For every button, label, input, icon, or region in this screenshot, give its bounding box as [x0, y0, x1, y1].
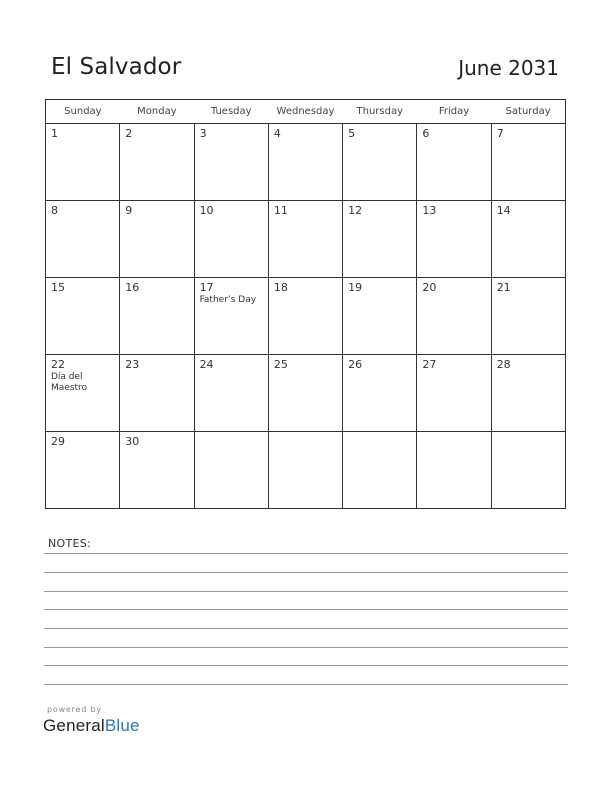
generalblue-logo	[43, 716, 140, 736]
week-row	[46, 278, 566, 355]
day-number: 8	[51, 204, 58, 217]
week-row	[46, 124, 566, 201]
note-line	[44, 553, 568, 554]
day-cell	[268, 278, 342, 355]
note-line	[44, 572, 568, 573]
day-cell	[417, 355, 491, 432]
day-number: 27	[422, 358, 437, 371]
week-row	[46, 432, 566, 509]
day-number: 15	[51, 281, 65, 294]
day-number: 7	[496, 127, 504, 140]
day-number: 11	[273, 204, 288, 217]
brand-blue: Blue	[104, 716, 140, 735]
note-line	[44, 684, 568, 685]
day-number: 13	[422, 204, 437, 217]
note-line	[44, 609, 568, 610]
day-cell	[343, 201, 417, 278]
weekday-tuesday: Tuesday	[194, 100, 268, 124]
day-number: 4	[273, 127, 281, 140]
note-line	[44, 647, 568, 648]
day-cell	[194, 432, 268, 509]
day-cell	[194, 355, 268, 432]
holiday-label: Día del Maestro	[51, 372, 88, 393]
day-cell	[120, 201, 194, 278]
calendar-grid	[45, 99, 566, 509]
day-cell	[120, 278, 194, 355]
notes-label: NOTES:	[48, 537, 92, 550]
weekday-thursday: Thursday	[343, 100, 417, 124]
day-cell	[417, 201, 491, 278]
day-number: 10	[199, 204, 214, 217]
day-number: 24	[199, 358, 214, 371]
day-cell	[417, 124, 491, 201]
day-number: 17	[199, 281, 214, 294]
month-year-title: June 2031	[458, 56, 559, 80]
day-cell	[194, 278, 268, 355]
weekday-monday: Monday	[120, 100, 194, 124]
day-cell	[268, 432, 342, 509]
day-cell	[46, 124, 120, 201]
day-number: 21	[496, 281, 511, 294]
day-number: 1	[51, 127, 58, 140]
weekday-header-row	[46, 100, 566, 124]
weekday-wednesday: Wednesday	[268, 100, 342, 124]
day-cell	[46, 278, 120, 355]
day-cell	[417, 432, 491, 509]
country-title: El Salvador	[51, 54, 182, 80]
day-number: 30	[125, 435, 140, 448]
day-number: 19	[348, 281, 363, 294]
day-number: 16	[125, 281, 140, 294]
day-cell	[417, 278, 491, 355]
day-number: 2	[125, 127, 133, 140]
day-cell	[491, 278, 565, 355]
day-cell	[46, 432, 120, 509]
day-cell	[491, 355, 565, 432]
day-number: 9	[125, 204, 133, 217]
day-number: 22	[51, 358, 65, 371]
day-cell	[120, 124, 194, 201]
day-number: 26	[348, 358, 363, 371]
holiday-label: Father’s Day	[199, 295, 257, 305]
day-cell	[491, 432, 565, 509]
day-number: 14	[496, 204, 511, 217]
note-line	[44, 665, 568, 666]
weekday-sunday: Sunday	[46, 100, 120, 124]
day-number: 5	[348, 127, 356, 140]
brand-general: General	[43, 716, 105, 735]
day-cell	[343, 432, 417, 509]
day-cell	[268, 124, 342, 201]
day-cell	[491, 124, 565, 201]
day-cell	[194, 201, 268, 278]
note-line	[44, 591, 568, 592]
weekday-saturday: Saturday	[491, 100, 565, 124]
day-number: 6	[422, 127, 430, 140]
note-line	[44, 628, 568, 629]
week-row	[46, 201, 566, 278]
day-number: 23	[125, 358, 140, 371]
day-cell	[491, 201, 565, 278]
day-cell	[120, 355, 194, 432]
day-number: 12	[348, 204, 363, 217]
day-cell	[343, 355, 417, 432]
day-number: 28	[496, 358, 511, 371]
day-cell	[194, 124, 268, 201]
day-number: 29	[51, 435, 65, 448]
weekday-friday: Friday	[417, 100, 491, 124]
day-cell	[46, 201, 120, 278]
day-cell	[343, 124, 417, 201]
week-row	[46, 355, 566, 432]
day-number: 20	[422, 281, 437, 294]
day-cell	[268, 201, 342, 278]
day-cell	[120, 432, 194, 509]
day-number: 25	[273, 358, 288, 371]
day-number: 18	[273, 281, 288, 294]
day-cell	[343, 278, 417, 355]
day-number: 3	[199, 127, 207, 140]
powered-by-text: powered by	[47, 705, 102, 714]
day-cell	[46, 355, 120, 432]
day-cell	[268, 355, 342, 432]
